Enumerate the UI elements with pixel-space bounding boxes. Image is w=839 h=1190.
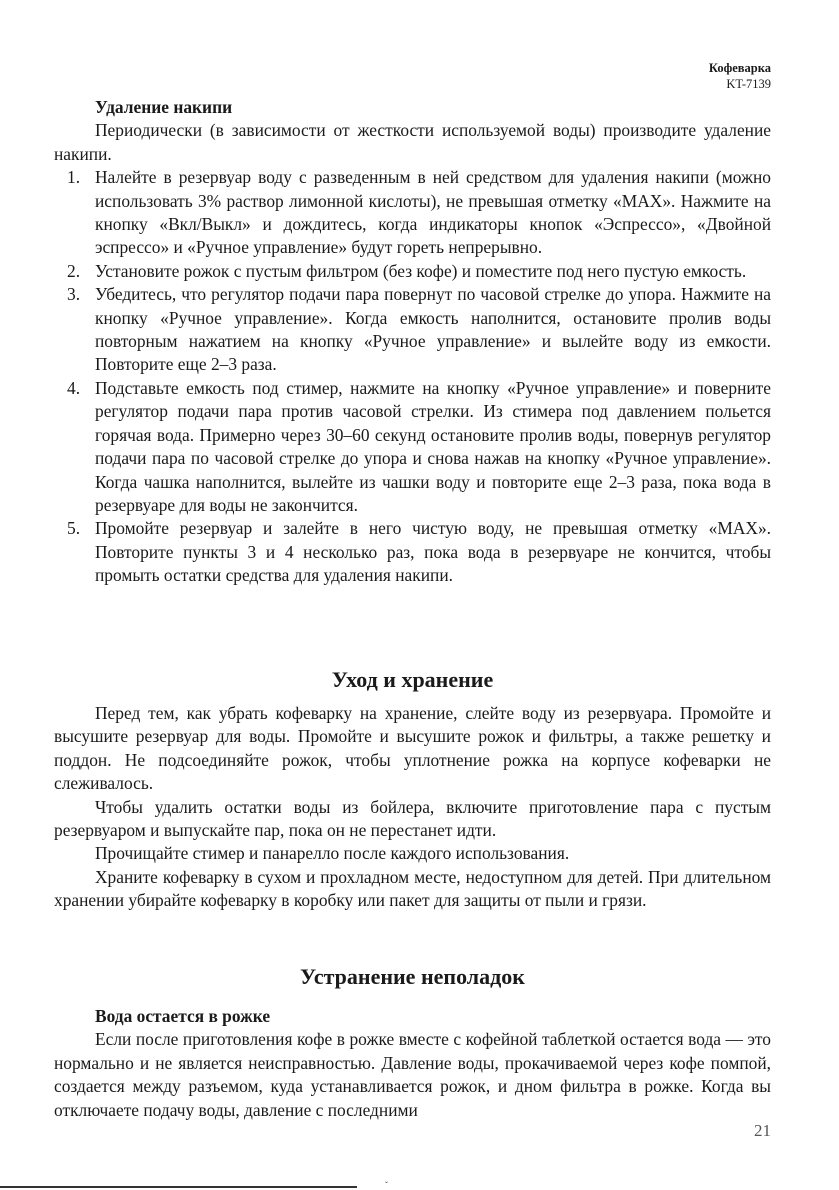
step-number: 1. (67, 167, 81, 188)
care-paragraph: Перед тем, как убрать кофеварку на хранение, слейте воду из резервуара. Промойте и высушите резервуар для воды. Промойте и высушите рожок и фильтры, а также решетку и поддон. Не подсоединяйте рожок, чтобы уплотнение рожка на корпусе кофеварки не слеживалось. (54, 703, 771, 794)
descaling-step (54, 260, 771, 283)
page-number: 21 (754, 1121, 771, 1140)
troubleshooting-section (54, 963, 771, 991)
step-text: Подставьте емкость под стимер, нажмите на кнопку «Ручное управление» и поверните регулятор подачи пара против часовой стрелки. Из стимера под давлением польется горячая вода. Примерно через 30–60 секунд остановите пролив воды, повернув регулятор подачи пара по часовой стрелке до упора и снова нажав на кнопку «Ручное управление». Когда чашка наполнится, вылейте из чашки воду и повторите еще 2–3 раза, пока вода в резервуаре для воды не закончится. (95, 377, 771, 515)
step-text: Установите рожок с пустым фильтром (без кофе) и поместите под него пустую емкость. (95, 260, 747, 281)
descaling-heading: Удаление накипи (95, 97, 233, 117)
step-number: 4. (67, 377, 81, 398)
troubleshooting-paragraph: Если после приготовления кофе в рожке вместе с кофейной таблеткой остается вода — это нормально и не является неисправностью. Давление воды, прокачиваемой через кофе помпой, создается между разъемом, куда устанавливается рожок, и дном фильтра в рожке. Когда вы отключаете подачу воды, давление с последними (54, 1029, 771, 1120)
step-text: Промойте резервуар и залейте в него чистую воду, не превышая отметку «MAX». Повторите пункты 3 и 4 несколько раз, пока вода в резервуаре не кончится, чтобы промыть остатки средства для удаления накипи. (95, 518, 771, 586)
step-number: 2. (67, 260, 81, 281)
care-paragraph: Чтобы удалить остатки воды из бойлера, включите приготовление пара с пустым резервуаром и выпускайте пар, пока он не перестанет идти. (54, 796, 771, 841)
crop-mark-icon: ˇ (385, 1180, 388, 1190)
descaling-step (54, 517, 771, 587)
care-section (54, 666, 771, 694)
descaling-section (54, 96, 771, 588)
running-header (709, 60, 771, 92)
step-number: 5. (67, 518, 81, 539)
step-number: 3. (67, 284, 81, 305)
descaling-step (54, 377, 771, 517)
troubleshooting-body (54, 1005, 771, 1122)
footer-rule (0, 1186, 357, 1188)
header-model: KT-7139 (726, 77, 771, 91)
descaling-steps (54, 166, 771, 587)
header-product: Кофеварка (708, 61, 771, 75)
care-paragraph: Прочищайте стимер и панарелло после каждого использования. (95, 843, 570, 864)
troubleshooting-title: Устранение неполадок (300, 964, 525, 989)
troubleshooting-subheading: Вода остается в рожке (95, 1006, 271, 1026)
care-title: Уход и хранение (331, 667, 494, 692)
descaling-step (54, 283, 771, 377)
step-text: Убедитесь, что регулятор подачи пара повернут по часовой стрелке до упора. Нажмите на кнопку «Ручное управление». Когда емкость наполнится, остановите пролив воды повторным нажатием на кнопку «Ручное управление» и вылейте воду из емкости. Повторите еще 2–3 раза. (95, 284, 771, 375)
care-paragraph: Храните кофеварку в сухом и прохладном месте, недоступном для детей. При длительном хранении убирайте кофеварку в коробку или пакет для защиты от пыли и грязи. (54, 866, 771, 911)
care-body (54, 702, 771, 913)
descaling-intro: Периодически (в зависимости от жесткости используемой воды) производите удаление накипи. (54, 120, 771, 164)
step-text: Налейте в резервуар воду с разведенным в ней средством для удаления накипи (можно использовать 3% раствор лимонной кислоты), не превышая отметку «MAX». Нажмите на кнопку «Вкл/Выкл» и дождитесь, когда индикаторы кнопок «Эспрессо», «Двойной эспрессо» и «Ручное управление» будут гореть непрерывно. (95, 167, 771, 258)
descaling-step (54, 166, 771, 260)
